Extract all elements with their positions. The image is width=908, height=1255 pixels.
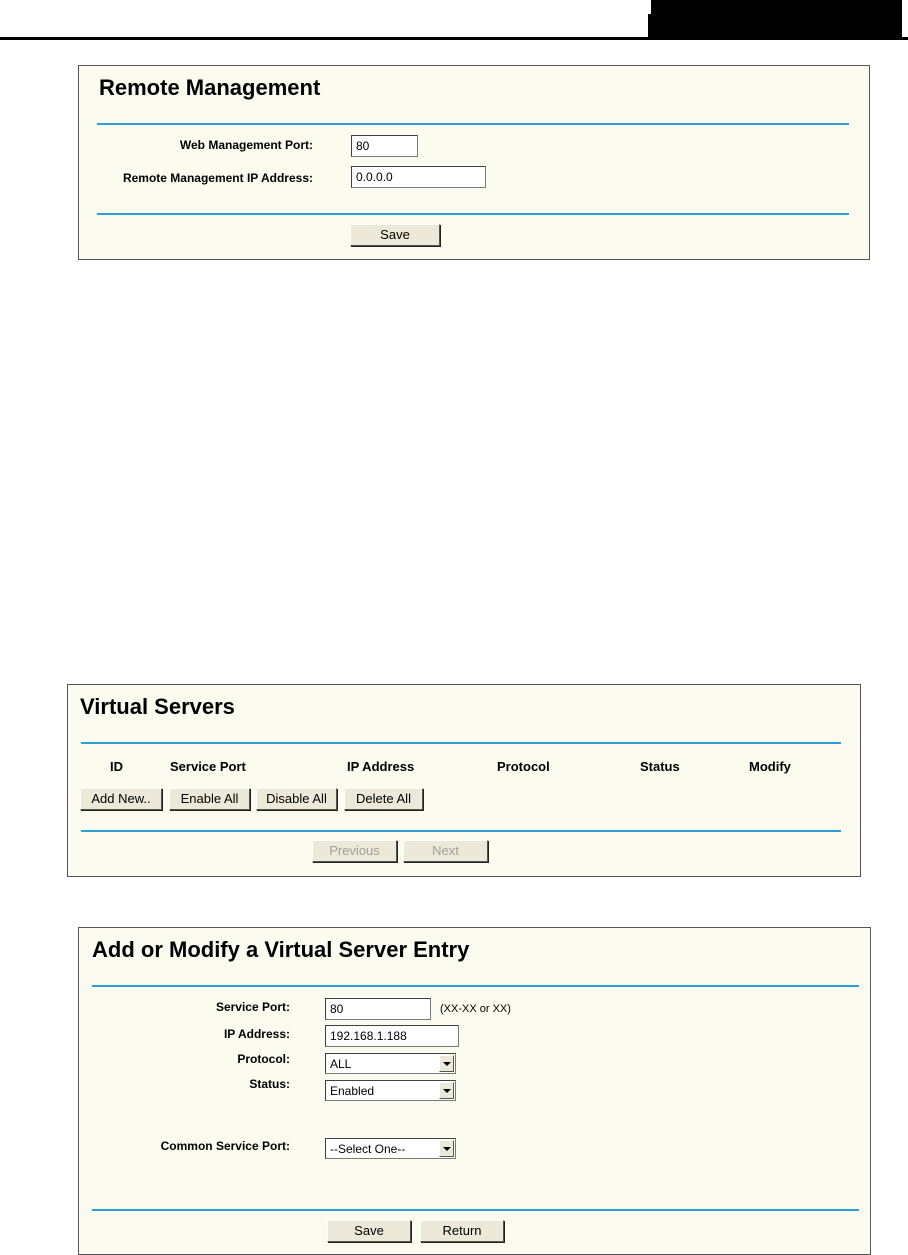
next-button[interactable]: Next (403, 840, 488, 862)
enable-all-button[interactable]: Enable All (169, 788, 250, 810)
add-new-button[interactable]: Add New.. (80, 788, 162, 810)
web-port-label: Web Management Port: (179, 138, 313, 152)
divider-bottom (97, 213, 849, 215)
page-title: Remote Management (99, 75, 321, 100)
previous-button[interactable]: Previous (312, 840, 397, 862)
column-protocol: Protocol (497, 759, 550, 774)
divider-top (92, 985, 859, 987)
disable-all-button[interactable]: Disable All (256, 788, 337, 810)
divider-bottom (81, 830, 841, 832)
return-button[interactable]: Return (420, 1220, 504, 1242)
protocol-value: ALL (330, 1057, 352, 1071)
common-port-label: Common Service Port: (160, 1139, 290, 1153)
add-modify-title: Add or Modify a Virtual Server Entry (92, 937, 470, 962)
header-tab-notch (648, 0, 651, 14)
remote-ip-label: Remote Management IP Address: (122, 171, 313, 185)
common-port-value: --Select One-- (330, 1142, 406, 1156)
column-id: ID (110, 759, 123, 774)
status-label: Status: (249, 1077, 290, 1091)
service-port-label: Service Port: (215, 1000, 290, 1014)
service-port-hint: (XX-XX or XX) (440, 1003, 511, 1015)
add-modify-panel (78, 927, 871, 1255)
remote-management-panel (78, 65, 870, 260)
status-select[interactable] (325, 1080, 456, 1101)
common-port-select[interactable] (325, 1138, 456, 1159)
web-port-input[interactable] (351, 135, 418, 157)
chevron-down-icon[interactable] (439, 1140, 454, 1157)
divider-bottom (92, 1209, 859, 1211)
save-button[interactable]: Save (350, 224, 440, 246)
protocol-select[interactable] (325, 1053, 456, 1074)
column-ip-address: IP Address (347, 759, 415, 774)
divider-top (97, 123, 849, 125)
column-status: Status (640, 759, 680, 774)
ip-address-input[interactable] (325, 1025, 459, 1047)
column-service-port: Service Port (170, 759, 246, 774)
virtual-servers-title: Virtual Servers (80, 694, 235, 719)
ip-address-label: IP Address: (223, 1027, 290, 1041)
virtual-servers-panel (67, 684, 861, 877)
protocol-label: Protocol: (237, 1052, 290, 1066)
column-modify: Modify (749, 759, 791, 774)
remote-ip-input[interactable] (351, 166, 486, 188)
delete-all-button[interactable]: Delete All (344, 788, 423, 810)
chevron-down-icon[interactable] (439, 1082, 454, 1099)
header-tab (648, 0, 902, 37)
service-port-input[interactable] (325, 998, 431, 1020)
chevron-down-icon[interactable] (439, 1055, 454, 1072)
header-rule (0, 37, 908, 40)
save-button[interactable]: Save (327, 1220, 411, 1242)
divider-top (81, 742, 841, 744)
status-value: Enabled (330, 1084, 375, 1098)
